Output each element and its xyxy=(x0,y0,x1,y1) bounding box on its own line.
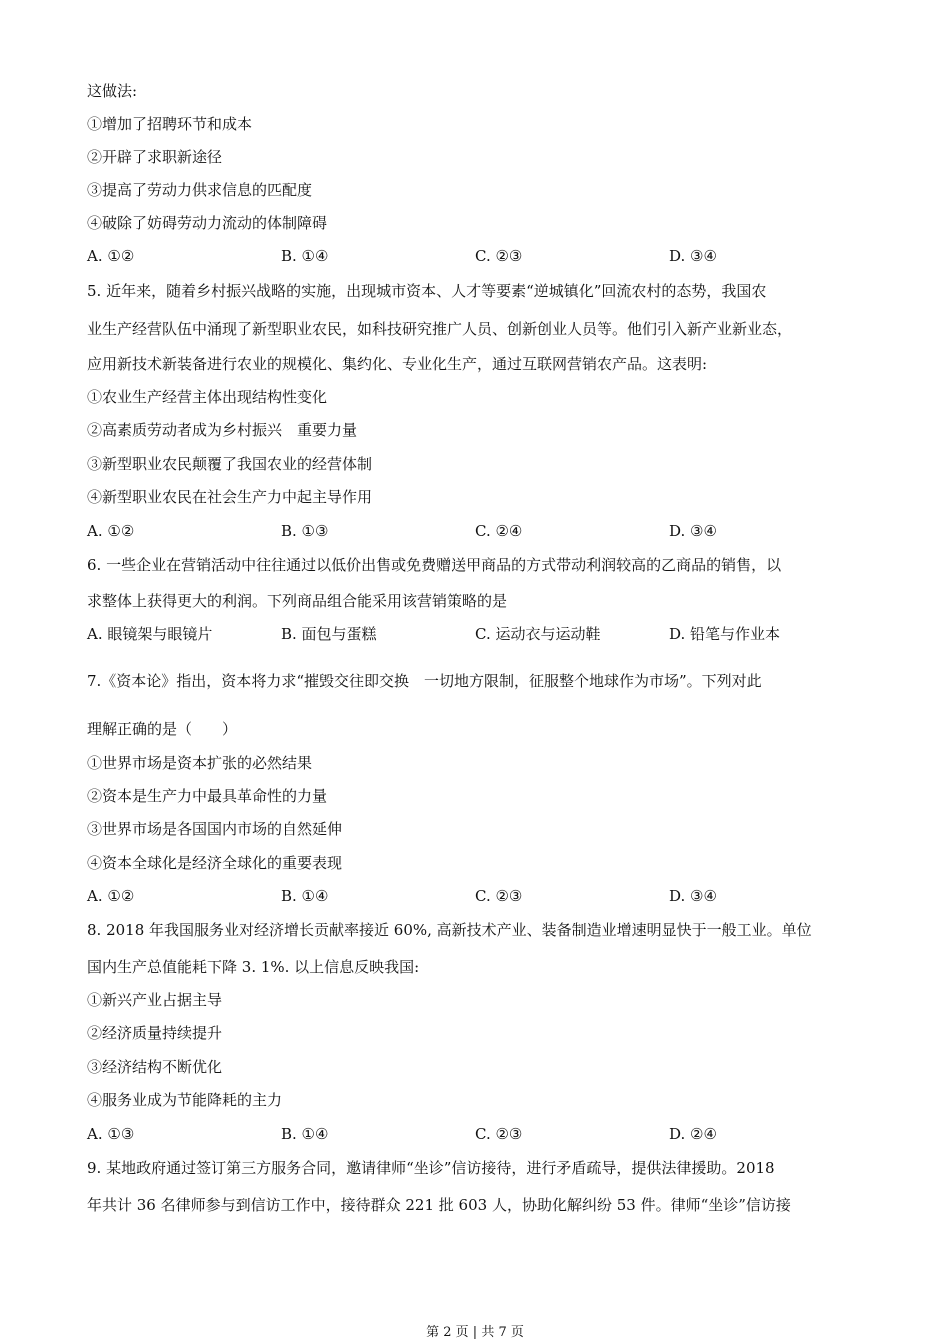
q5-option-b: B. ①③ xyxy=(281,522,329,540)
q7-statement-2: ②资本是生产力中最具革命性的力量 xyxy=(87,787,328,805)
q8-options xyxy=(87,1124,887,1144)
q9-stem-line-2: 年共计 36 名律师参与到信访工作中，接待群众 221 批 603 人，协助化解纠纷 53 件。律师“坐诊”信访接 xyxy=(87,1196,791,1214)
q6-option-c: C. 运动衣与运动鞋 xyxy=(475,625,601,643)
q6-stem-line-2: 求整体上获得更大的利润。下列商品组合能采用该营销策略的是 xyxy=(87,592,508,610)
q7-stem-line-2: 理解正确的是（ ） xyxy=(87,720,238,738)
q7-statement-3: ③世界市场是各国国内市场的自然延伸 xyxy=(87,820,343,838)
q6-options xyxy=(87,624,887,644)
q7-stem-line-1: 7.《资本论》指出，资本将力求“摧毁交往即交换 一切地方限制，征服整个地球作为市场”。下列对此 xyxy=(87,672,762,690)
q8-statement-2: ②经济质量持续提升 xyxy=(87,1024,223,1042)
q7-options xyxy=(87,886,887,906)
page-footer: 第 2 页 | 共 7 页 xyxy=(426,1325,524,1340)
q4-option-a: A. ①② xyxy=(87,247,135,265)
q4-option-c: C. ②③ xyxy=(475,247,523,265)
q4-option-d: D. ③④ xyxy=(669,247,717,265)
q5-options xyxy=(87,521,887,541)
q7-option-c: C. ②③ xyxy=(475,887,523,905)
q8-stem-line-2: 国内生产总值能耗下降 3. 1%. 以上信息反映我国: xyxy=(87,958,420,976)
q7-statement-4: ④资本全球化是经济全球化的重要表现 xyxy=(87,854,343,872)
q4-statement-1: ①增加了招聘环节和成本 xyxy=(87,115,253,133)
q8-statement-4: ④服务业成为节能降耗的主力 xyxy=(87,1091,283,1109)
q8-option-a: A. ①③ xyxy=(87,1125,135,1143)
q5-statement-1: ①农业生产经营主体出现结构性变化 xyxy=(87,388,328,406)
q6-option-b: B. 面包与蛋糕 xyxy=(281,625,377,643)
q5-statement-3: ③新型职业农民颠覆了我国农业的经营体制 xyxy=(87,455,373,473)
q5-option-d: D. ③④ xyxy=(669,522,717,540)
q5-stem-line-1: 5. 近年来，随着乡村振兴战略的实施，出现城市资本、人才等要素“逆城镇化”回流农村的态势，我国农 xyxy=(87,282,767,300)
q8-statement-3: ③经济结构不断优化 xyxy=(87,1058,223,1076)
q8-option-b: B. ①④ xyxy=(281,1125,329,1143)
q4-statement-4: ④破除了妨碍劳动力流动的体制障碍 xyxy=(87,214,328,232)
q5-option-a: A. ①② xyxy=(87,522,135,540)
q8-stem-line-1: 8. 2018 年我国服务业对经济增长贡献率接近 60%, 高新技术产业、装备制造业增速明显快于一般工业。单位 xyxy=(87,921,812,939)
q7-statement-1: ①世界市场是资本扩张的必然结果 xyxy=(87,754,313,772)
q7-option-d: D. ③④ xyxy=(669,887,717,905)
q5-statement-2: ②高素质劳动者成为乡村振兴 重要力量 xyxy=(87,421,358,439)
q6-option-d: D. 铅笔与作业本 xyxy=(669,625,781,643)
q5-statement-4: ④新型职业农民在社会生产力中起主导作用 xyxy=(87,488,373,506)
q7-option-b: B. ①④ xyxy=(281,887,329,905)
q8-option-d: D. ②④ xyxy=(669,1125,717,1143)
q5-stem-line-3: 应用新技术新装备进行农业的规模化、集约化、专业化生产，通过互联网营销农产品。这表明: xyxy=(87,355,708,373)
q4-option-b: B. ①④ xyxy=(281,247,329,265)
q4-statement-2: ②开辟了求职新途径 xyxy=(87,148,223,166)
q5-option-c: C. ②④ xyxy=(475,522,523,540)
q6-stem-line-1: 6. 一些企业在营销活动中往往通过以低价出售或免费赠送甲商品的方式带动利润较高的乙商品的销售，以 xyxy=(87,556,782,574)
q8-statement-1: ①新兴产业占据主导 xyxy=(87,991,223,1009)
q9-stem-line-1: 9. 某地政府通过签订第三方服务合同，邀请律师“坐诊”信访接待，进行矛盾疏导，提供法律援助。2018 xyxy=(87,1159,775,1177)
q4-stem-tail: 这做法: xyxy=(87,82,138,100)
q7-option-a: A. ①② xyxy=(87,887,135,905)
q5-stem-line-2: 业生产经营队伍中涌现了新型职业农民，如科技研究推广人员、创新创业人员等。他们引入新产业新业态， xyxy=(87,320,793,338)
q4-statement-3: ③提高了劳动力供求信息的匹配度 xyxy=(87,181,313,199)
q4-options xyxy=(87,246,887,266)
q8-option-c: C. ②③ xyxy=(475,1125,523,1143)
q6-option-a: A. 眼镜架与眼镜片 xyxy=(87,625,213,643)
